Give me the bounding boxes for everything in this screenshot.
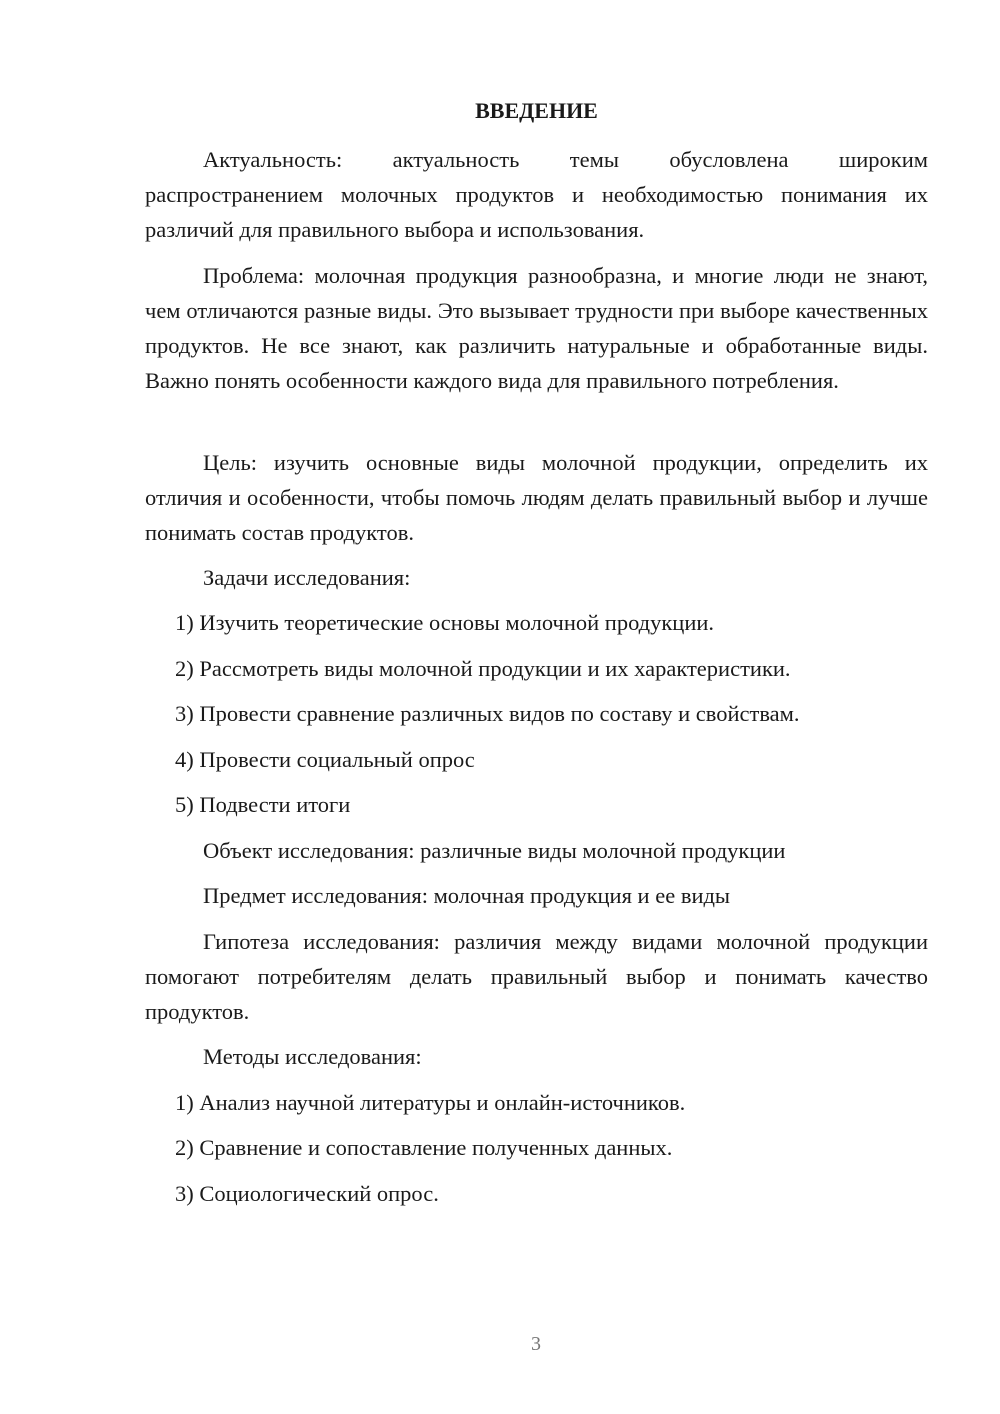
tasks-heading: Задачи исследования:: [203, 565, 411, 590]
methods-heading: Методы исследования:: [203, 1044, 422, 1069]
hypothesis-paragraph: Гипотеза исследования: различия между видами молочной продукции помогают потребителям делать правильный выбор и понимать качество продуктов.: [145, 929, 928, 1024]
method-item: 3) Социологический опрос.: [175, 1181, 439, 1206]
task-item: 1) Изучить теоретические основы молочной продукции.: [175, 610, 715, 635]
task-item: 2) Рассмотреть виды молочной продукции и их характеристики.: [175, 656, 791, 681]
relevance-paragraph: Актуальность: актуальность темы обусловлена широким распространением молочных продуктов и необходимостью понимания их различий для правильного выбора и использования.: [145, 147, 928, 242]
method-item: 1) Анализ научной литературы и онлайн-источников.: [175, 1090, 686, 1115]
problem-paragraph: Проблема: молочная продукция разнообразна, и многие люди не знают, чем отличаются разные виды. Это вызывает трудности при выборе качественных продуктов. Не все знают, как различить натуральные и обработанные виды. Важно понять особенности каждого вида для правильного потребления.: [145, 263, 928, 393]
task-item: 3) Провести сравнение различных видов по составу и свойствам.: [175, 701, 800, 726]
page-number: 3: [531, 1333, 541, 1355]
task-item: 4) Провести социальный опрос: [175, 747, 475, 772]
research-object: Объект исследования: различные виды молочной продукции: [203, 838, 786, 863]
section-heading: ВВЕДЕНИЕ: [475, 98, 598, 123]
method-item: 2) Сравнение и сопоставление полученных данных.: [175, 1135, 673, 1160]
goal-paragraph: Цель: изучить основные виды молочной продукции, определить их отличия и особенности, чтобы помочь людям делать правильный выбор и лучше понимать состав продуктов.: [145, 450, 928, 545]
task-item: 5) Подвести итоги: [175, 792, 351, 817]
research-subject: Предмет исследования: молочная продукция и ее виды: [203, 883, 731, 908]
